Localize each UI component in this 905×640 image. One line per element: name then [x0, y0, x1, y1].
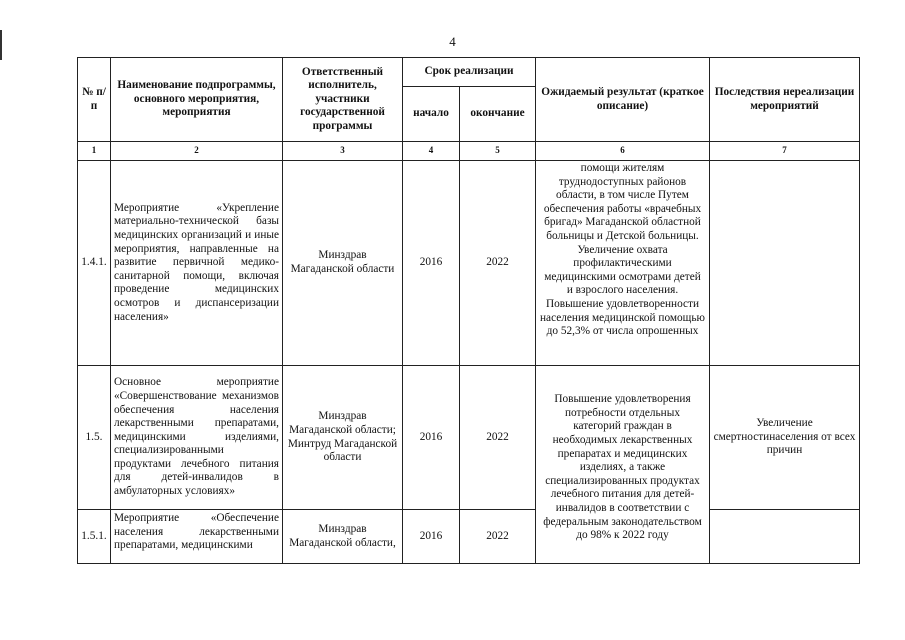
row-consequences: Увеличение смертностинаселения от всех причин — [710, 366, 860, 510]
table-row — [78, 366, 860, 510]
program-table — [77, 57, 860, 564]
header-term: Срок реализации — [403, 58, 536, 87]
row-result: помощи жителям труднодоступных районов области, в том числе Путем обеспечения работы «врачебных бригад» Магаданской областной больницы и Детской больницы. Увеличение охвата профилактическими медицинскими осмотрами детей и взрослого населения. Повышение удовлетворенности населения медицинской помощью до 52,3% от числа опрошенных — [536, 161, 710, 366]
table-row — [78, 510, 860, 564]
column-number-row — [78, 142, 860, 161]
column-number: 3 — [283, 142, 403, 161]
header-result: Ожидаемый результат (краткое описание) — [536, 58, 710, 142]
column-number: 6 — [536, 142, 710, 161]
row-end: 2022 — [460, 510, 536, 564]
header-num: № п/п — [78, 58, 111, 142]
header-consequences: Последствия нереализации мероприятий — [710, 58, 860, 142]
row-name: Мероприятие «Обеспечение населения лекарственными препаратами, медицинскими — [111, 510, 283, 564]
header-start: начало — [403, 87, 460, 142]
row-num: 1.4.1. — [78, 161, 111, 366]
page-number: 4 — [449, 34, 456, 49]
row-name: Мероприятие «Укрепление материально-технической базы медицинских организаций и иные мероприятия, направленные на развитие первичной медико-санитарной помощи, включая проведение медицинских осмотров и диспансеризации населения» — [111, 161, 283, 366]
column-number: 5 — [460, 142, 536, 161]
row-name: Основное мероприятие «Совершенствование механизмов обеспечения населения лекарственными препаратами, медицинскими изделиями, специализированными продуктами лечебного питания для детей-инвалидов в амбулаторных условиях» — [111, 366, 283, 510]
row-result: Повышение удовлетворения потребности отдельных категорий граждан в необходимых лекарственных препаратах и медицинских изделиях, а также специализированных продуктах лечебного питания для детей-инвалидов в соответствии с федеральным законодательством до 98% к 2022 году — [536, 366, 710, 564]
column-number: 4 — [403, 142, 460, 161]
row-executor: Минздрав Магаданской области — [283, 161, 403, 366]
column-number: 2 — [111, 142, 283, 161]
row-executor: Минздрав Магаданской области; Минтруд Магаданской области — [283, 366, 403, 510]
row-start: 2016 — [403, 161, 460, 366]
header-name: Наименование подпрограммы, основного мероприятия, мероприятия — [111, 58, 283, 142]
row-start: 2016 — [403, 366, 460, 510]
row-end: 2022 — [460, 161, 536, 366]
table-row — [78, 161, 860, 366]
row-consequences — [710, 161, 860, 366]
row-start: 2016 — [403, 510, 460, 564]
column-number: 7 — [710, 142, 860, 161]
row-consequences — [710, 510, 860, 564]
row-num: 1.5. — [78, 366, 111, 510]
row-executor: Минздрав Магаданской области, — [283, 510, 403, 564]
column-number: 1 — [78, 142, 111, 161]
header-executor: Ответственный исполнитель, участники государственной программы — [283, 58, 403, 142]
header-end: окончание — [460, 87, 536, 142]
row-num: 1.5.1. — [78, 510, 111, 564]
row-end: 2022 — [460, 366, 536, 510]
